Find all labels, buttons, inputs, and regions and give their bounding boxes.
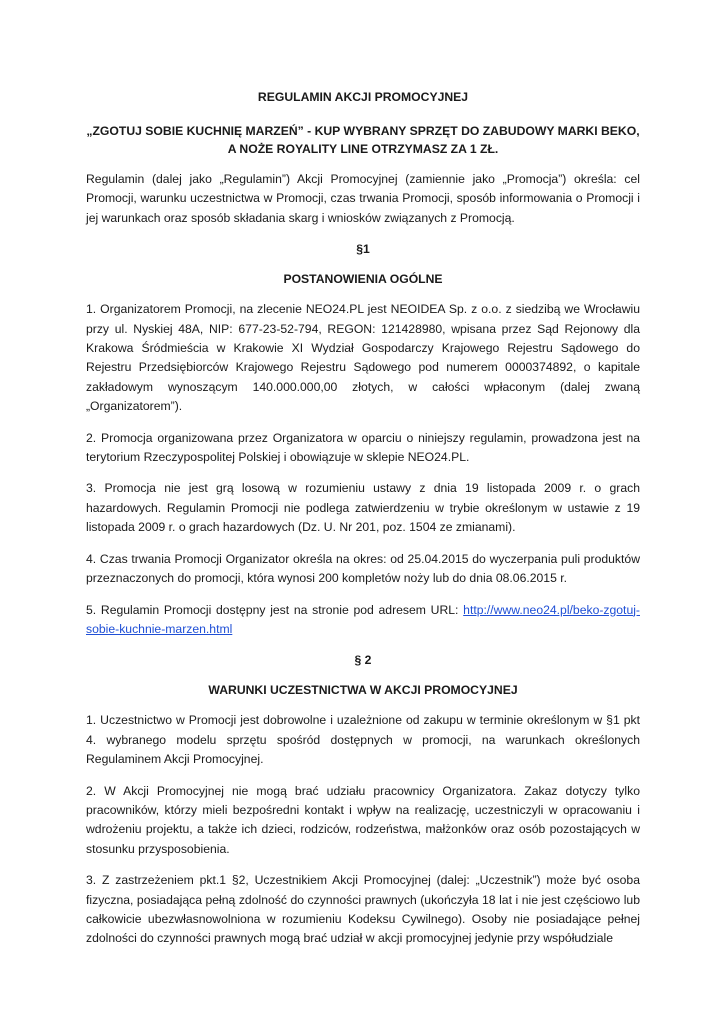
section-1-paragraph-4: 4. Czas trwania Promocji Organizator określa na okres: od 25.04.2015 do wyczerpania puli produktów przeznaczonych do promocji, która wynosi 200 kompletów noży lub do dnia 08.06.2015 r. [86, 551, 640, 586]
section-2-paragraph-1: 1. Uczestnictwo w Promocji jest dobrowolne i uzależnione od zakupu w terminie określonym w §1 pkt 4. wybranego modelu sprzętu spośród dostępnych w promocji, na warunkach określonych Regulaminem Akcji Promocyjnej. [86, 713, 640, 767]
section-1-paragraph-1: 1. Organizatorem Promocji, na zlecenie NEO24.PL jest NEOIDEA Sp. z o.o. z siedzibą we Wrocławiu przy ul. Nyskiej 48A, NIP: 677-23-52-794, REGON: 121428980, wpisana przez Sąd Rejonowy dla Krakowa Śródmieścia w Krakowie XI Wydział Gospodarczy Krajowego Rejestru Sądowego do Rejestru Przedsiębiorców Krajowego Rejestru Sądowego pod numerem 0000374892, o kapitale zakładowym wynoszącym 140.000.000,00 złotych, w całości wpłaconym (dalej zwaną „Organizatorem”). [86, 302, 640, 414]
section-1-number: §1 [356, 242, 370, 257]
regulations-url-link[interactable]: http://www.neo24.pl/beko-zgotuj-sobie-kuchnie-marzen.html [86, 602, 640, 636]
section-1-paragraph-3: 3. Promocja nie jest grą losową w rozumieniu ustawy z dnia 19 listopada 2009 r. o grach hazardowych. Regulamin Promocji nie podlega zatwierdzeniu w trybie określonym w ustawie z 19 listopada 2009 r. o grach hazardowych (Dz. U. Nr 201, poz. 1504 ze zmianami). [86, 481, 640, 535]
section-2-paragraph-3: 3. Z zastrzeżeniem pkt.1 §2, Uczestnikiem Akcji Promocyjnej (dalej: „Uczestnik”) może być osoba fizyczna, posiadająca pełną zdolność do czynności prawnych (ukończyła 18 lat i nie jest częściowo lub całkowicie ubezwłasnowolniona w rozumieniu Kodeksu Cywilnego). Osoby nie posiadające pełnej zdolności do czynności prawnych mogą brać udział w akcji promocyjnej jedynie przy współudziale [86, 873, 640, 946]
section-2-number: § 2 [354, 653, 372, 668]
section-1-heading: POSTANOWIENIA OGÓLNE [283, 272, 443, 287]
section-1-paragraph-5 [86, 601, 640, 640]
section-2-paragraph-2: 2. W Akcji Promocyjnej nie mogą brać udziału pracownicy Organizatora. Zakaz dotyczy tylko pracowników, którzy mieli bezpośredni kontakt i wpływ na realizację, uczestniczyli w opracowaniu i wdrożeniu projektu, a także ich dzieci, rodziców, rodzeństwa, małżonków oraz osób pozostających w stosunku przysposobienia. [86, 783, 640, 856]
intro-paragraph: Regulamin (dalej jako „Regulamin”) Akcji Promocyjnej (zamiennie jako „Promocja”) określa: cel Promocji, warunku uczestnictwa w Promocji, czas trwania Promocji, sposób informowania o Promocji i jej warunkach oraz sposób składania skarg i wniosków związanych z Promocją. [86, 172, 640, 225]
section-1-paragraph-2: 2. Promocja organizowana przez Organizatora w oparciu o niniejszy regulamin, prowadzona jest na terytorium Rzeczypospolitej Polskiej i obowiązuje w sklepie NEO24.PL. [86, 430, 640, 465]
document-page [86, 88, 640, 961]
document-title: REGULAMIN AKCJI PROMOCYJNEJ [257, 90, 469, 104]
section-1-paragraph-5-text: 5. Regulamin Promocji dostępny jest na stronie pod adresem URL: [86, 602, 464, 617]
document-subtitle: „ZGOTUJ SOBIE KUCHNIĘ MARZEŃ” - KUP WYBRANY SPRZĘT DO ZABUDOWY MARKI BEKO, A NOŻE ROYALITY LINE OTRZYMASZ ZA 1 ZŁ. [86, 124, 640, 156]
section-2-heading: WARUNKI UCZESTNICTWA W AKCJI PROMOCYJNEJ [208, 683, 518, 698]
